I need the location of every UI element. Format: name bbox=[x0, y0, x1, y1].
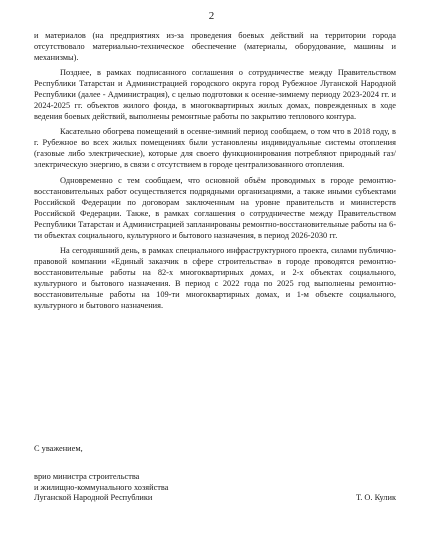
signer-position-line-3: Луганской Народной Республики bbox=[34, 493, 153, 502]
paragraph-3: Касательно обогрева помещений в осенне-зимний период сообщаем, о том что в 2018 году, в г. Рубежное во всех жилых помещениях были установлены индивидуальные системы отопления (газовые либо электрические), которые для своего функционирования потребляют природный газ/электрическую энергию, в связи с отсутствием в городе централизованного отопления. bbox=[34, 127, 396, 170]
paragraph-1: и материалов (на предприятиях из-за проведения боевых действий на территории города отсутствовало материально-техническое обеспечение (материалы, оборудование, машины и механизмы). bbox=[34, 31, 396, 62]
letter-body bbox=[34, 30, 396, 315]
closing-salutation: С уважением, bbox=[34, 444, 83, 453]
paragraph-4: Одновременно с тем сообщаем, что основной объём проводимых в городе ремонтно-восстановительных работ осуществляется подрядными организациями, а также иными субъектами Российской Федерации по договорам заключенным на уровне правительств и министерств Российской Федерации. Также, в рамках соглашения о сотрудничестве между Правительством Республики Татарстан и Администрацией запланированы ремонтно-восстановительные работы на 6-ти объектах социального, культурного и бытового назначения, в период 2026-2030 гг. bbox=[34, 175, 396, 240]
signer-name: Т. О. Кулик bbox=[355, 493, 396, 502]
page-number: 2 bbox=[208, 10, 215, 22]
signer-position-line-2: и жилищно-коммунального хозяйства bbox=[34, 482, 169, 492]
paragraph-2: Позднее, в рамках подписанного соглашения о сотрудничестве между Правительством Республики Татарстан и Администрацией городского округа город Рубежное Луганской Народной Республики (далее - Администрация), с целью подготовки к осенне-зимнему периоду 2023-2024 гг. и 2024-2025 гг. объектов жилого фонда, в многоквартирных жилых домах, поврежденных в ходе ведения боевых действий, выполнены ремонтные работы по закрытию теплового контура. bbox=[34, 68, 396, 122]
signer-position-line-1: врио министра строительства bbox=[34, 472, 140, 481]
signature-block bbox=[34, 472, 396, 504]
paragraph-5: На сегодняшний день, в рамках специального инфраструктурного проекта, силами публично-правовой компании «Единый заказчик в сфере строительства» в городе проводятся ремонтно-восстановительные работы на 82-х многоквартирных домах, и 2-х объектах социального, культурного и бытового назначения. В период с 2022 года по 2025 год выполнены ремонтно-восстановительные работы на 109-ти многоквартирных домах, и 1-м объекте социального, культурного и бытового назначения. bbox=[34, 245, 396, 310]
